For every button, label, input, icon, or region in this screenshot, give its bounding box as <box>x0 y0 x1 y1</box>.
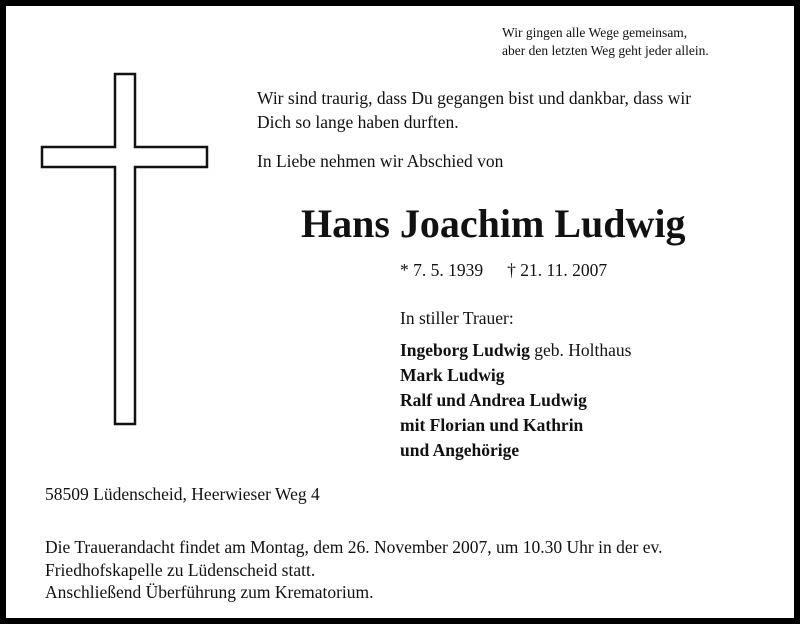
family-address: 58509 Lüdenscheid, Heerwieser Weg 4 <box>45 484 320 504</box>
intro-line-2: Dich so lange haben durften. <box>257 112 459 132</box>
mourning-label: In stiller Trauer: <box>400 308 514 328</box>
mourner-maiden-name: geb. Holthaus <box>529 340 632 360</box>
mourners-list <box>400 338 631 463</box>
motto <box>502 24 709 60</box>
mourner-line: Mark Ludwig <box>400 365 505 385</box>
service-line-3: Anschließend Überführung zum Krematorium. <box>45 582 374 602</box>
life-dates <box>400 258 607 282</box>
service-info <box>45 536 663 604</box>
intro-line-1: Wir sind traurig, dass Du gegangen bist und dankbar, dass wir <box>257 88 692 108</box>
farewell-text: In Liebe nehmen wir Abschied von <box>257 151 504 171</box>
deceased-name: Hans Joachim Ludwig <box>301 201 686 246</box>
cross-icon <box>40 72 210 431</box>
birth-date: * 7. 5. 1939 <box>400 260 484 280</box>
mourner-line: Ralf und Andrea Ludwig <box>400 390 587 410</box>
service-line-1: Die Trauerandacht findet am Montag, dem 26. November 2007, um 10.30 Uhr in der ev. <box>45 537 663 557</box>
service-line-2: Friedhofskapelle zu Lüdenscheid statt. <box>45 559 316 580</box>
mourner-line: und Angehörige <box>400 440 520 460</box>
mourner-line: mit Florian und Kathrin <box>400 415 584 435</box>
motto-line-1: Wir gingen alle Wege gemeinsam, <box>502 25 688 40</box>
mourner-line <box>400 338 631 363</box>
motto-line-2: aber den letzten Weg geht jeder allein. <box>502 43 709 58</box>
mourner-name: Ingeborg Ludwig <box>400 340 530 360</box>
intro-text <box>257 86 691 134</box>
death-date: † 21. 11. 2007 <box>507 260 608 280</box>
